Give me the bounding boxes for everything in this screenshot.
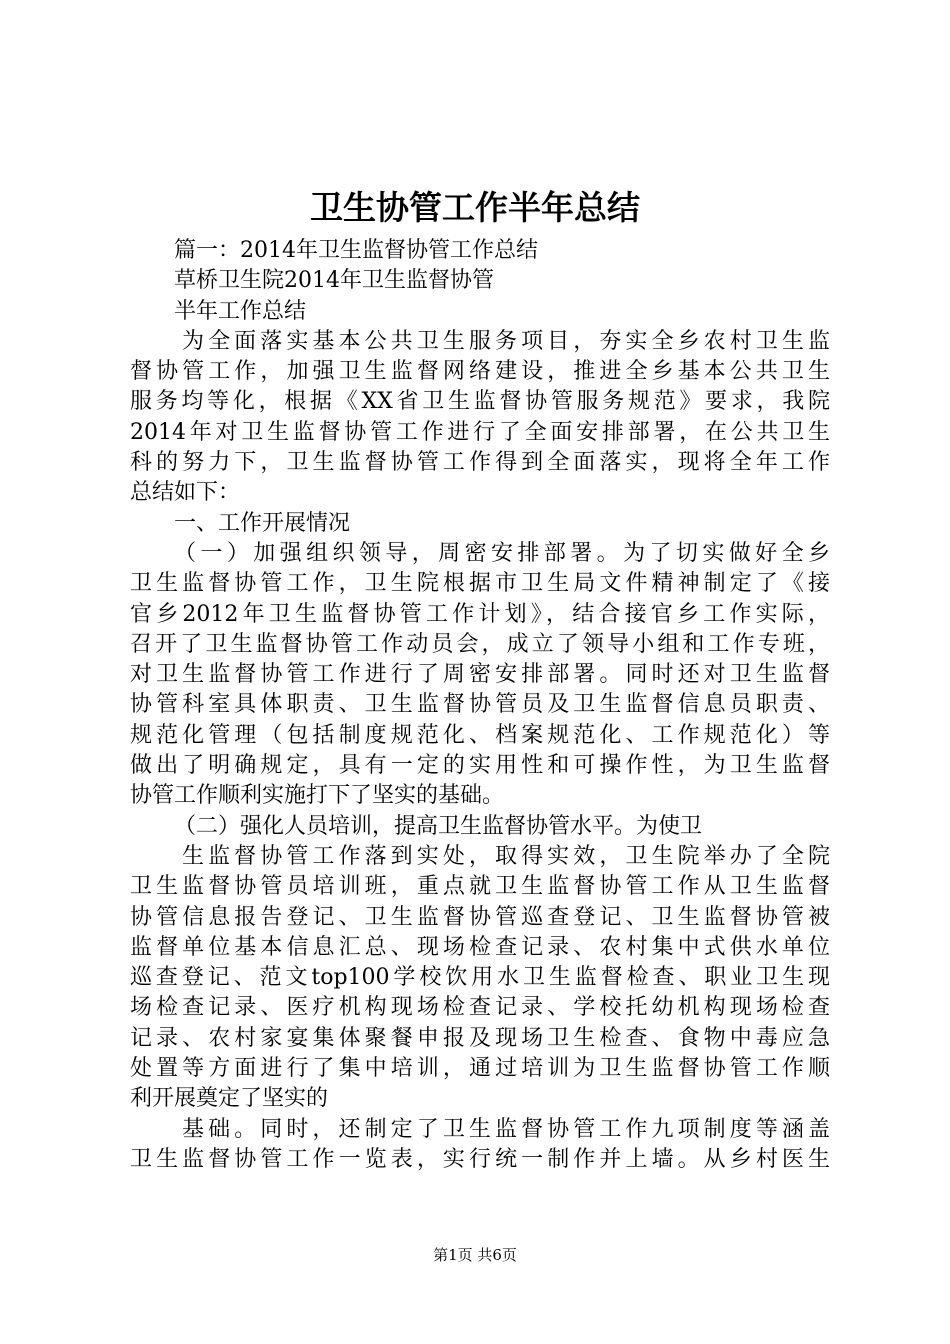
body-line: 2014年对卫生监督协管工作进行了全面安排部署，在公共卫生: [130, 419, 830, 445]
page-footer: 第1页 共6页: [433, 1246, 517, 1264]
body-line: 卫生监督协管工作，卫生院根据市卫生局文件精神制定了《接: [130, 571, 830, 597]
body-line: 规范化管理（包括制度规范化、档案规范化、工作规范化）等: [130, 722, 830, 748]
body-line: 基础。同时，还制定了卫生监督协管工作九项制度等涵盖: [182, 1116, 830, 1142]
document-body: [130, 236, 830, 1175]
body-line: 科的努力下，卫生监督协管工作得到全面落实，现将全年工作: [130, 450, 830, 476]
body-line: 召开了卫生监督协管工作动员会，成立了领导小组和工作专班，: [130, 631, 830, 657]
body-line: 卫生监督协管工作一览表，实行统一制作并上墙。从乡村医生: [130, 1146, 830, 1172]
section-heading: 一、工作开展情况: [174, 510, 351, 536]
body-line: 为全面落实基本公共卫生服务项目，夯实全乡农村卫生监: [182, 328, 830, 354]
body-line: 巡查登记、范文top100学校饮用水卫生监督检查、职业卫生现: [130, 965, 830, 991]
document-title: 卫生协管工作半年总结: [310, 188, 640, 227]
body-line: 处置等方面进行了集中培训，通过培训为卫生监督协管工作顺: [130, 1056, 830, 1082]
body-line: 篇一：2014年卫生监督协管工作总结: [174, 238, 538, 263]
body-line: （一）加强组织领导，周密安排部署。为了切实做好全乡: [174, 540, 830, 566]
body-line: 半年工作总结: [174, 298, 307, 324]
body-line: 监督单位基本信息汇总、现场检查记录、农村集中式供水单位: [130, 934, 830, 960]
body-line: 卫生监督协管员培训班，重点就卫生监督协管工作从卫生监督: [130, 874, 830, 900]
body-line: 总结如下：: [130, 480, 241, 506]
body-line: 利开展奠定了坚实的: [130, 1086, 329, 1112]
body-line: 草桥卫生院2014年卫生监督协管: [174, 268, 494, 294]
body-line: 服务均等化，根据《XX省卫生监督协管服务规范》要求，我院: [130, 389, 830, 415]
body-line: 场检查记录、医疗机构现场检查记录、学校托幼机构现场检查: [130, 995, 830, 1021]
body-line: 督协管工作，加强卫生监督网络建设，推进全乡基本公共卫生: [130, 359, 830, 385]
body-line: 协管工作顺利实施打下了坚实的基础。: [130, 783, 505, 809]
body-line: 对卫生监督协管工作进行了周密安排部署。同时还对卫生监督: [130, 662, 830, 688]
body-line: 协管信息报告登记、卫生监督协管巡查登记、卫生监督协管被: [130, 904, 830, 930]
body-line: 记录、农村家宴集体聚餐申报及现场卫生检查、食物中毒应急: [130, 1025, 830, 1051]
body-line: 生监督协管工作落到实处，取得实效，卫生院举办了全院: [182, 843, 830, 869]
body-line: 做出了明确规定，具有一定的实用性和可操作性，为卫生监督: [130, 753, 830, 779]
body-line: 协管科室具体职责、卫生监督协管员及卫生监督信息员职责、: [130, 692, 830, 718]
body-line: （二）强化人员培训，提高卫生监督协管水平。为使卫: [174, 813, 703, 839]
body-line: 官乡2012年卫生监督协管工作计划》，结合接官乡工作实际，: [130, 601, 830, 627]
